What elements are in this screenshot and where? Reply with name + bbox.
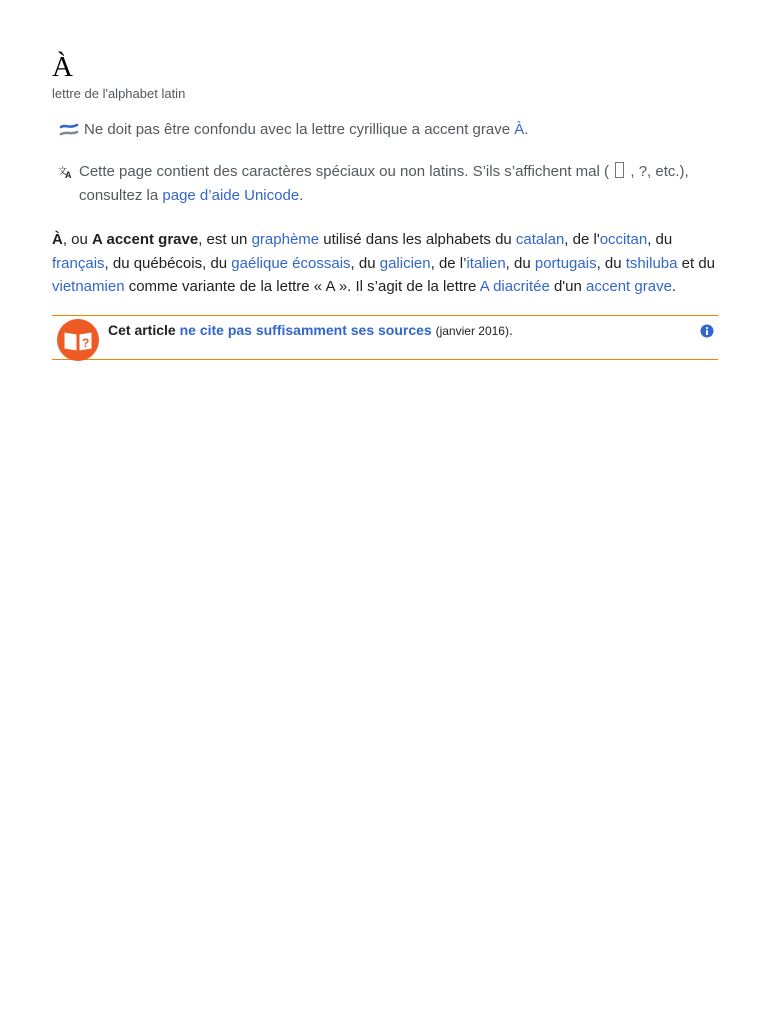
translate-icon (58, 160, 74, 184)
hatnote-confusion (58, 118, 528, 142)
link-vietnamien[interactable]: vietnamien (52, 278, 125, 296)
link-tshiluba[interactable]: tshiluba (625, 254, 678, 272)
lead-bold-name: A accent grave (92, 231, 199, 248)
link-italien[interactable]: italien (466, 254, 506, 272)
book-question-icon (56, 318, 100, 362)
disambiguation-icon (58, 118, 80, 142)
hatnote-unicode-text-mid: , ?, etc.), consultez la (79, 163, 689, 204)
lead-text: , du (350, 254, 380, 272)
missing-glyph-box (615, 162, 624, 178)
link-francais[interactable]: français (52, 254, 105, 272)
link-occitan[interactable]: occitan (599, 231, 648, 248)
hatnote-unicode-text-before: Cette page contient des caractères spéciaux ou non latins. S’ils s’affichent mal ( (79, 163, 614, 180)
svg-text:A: A (65, 170, 72, 179)
hatnote-confusion-end: . (524, 121, 529, 138)
lead-text: , du (505, 254, 535, 272)
link-gaelique-ecossais[interactable]: gaélique écossais (231, 254, 351, 272)
lead-text: , de l' (564, 231, 600, 248)
sources-warning-text (108, 321, 513, 340)
link-a-diacritee[interactable]: A diacritée (479, 278, 550, 296)
lead-text: , de l’ (430, 254, 467, 272)
lead-text: et du (677, 254, 715, 272)
lead-bold-letter: À (52, 231, 63, 248)
link-galicien[interactable]: galicien (379, 254, 431, 272)
lead-text: , est un (198, 231, 252, 248)
sources-warning-box (52, 315, 718, 360)
lead-text: , ou (62, 231, 93, 248)
svg-text:?: ? (82, 336, 90, 350)
lead-text: d'un (549, 278, 587, 296)
lead-text: utilisé dans les alphabets du (319, 231, 516, 248)
svg-text:文: 文 (58, 166, 68, 176)
info-icon[interactable] (700, 324, 714, 338)
warning-date: (janvier 2016) (435, 324, 509, 338)
hatnote-unicode (58, 160, 718, 208)
page-subtitle: lettre de l'alphabet latin (52, 86, 186, 101)
lead-paragraph (52, 228, 718, 299)
page-title: À (52, 51, 73, 83)
hatnote-unicode-end: . (299, 187, 304, 204)
lead-text: comme variante de la lettre « A ». Il s’agit de la lettre (124, 278, 480, 296)
lead-text: , du québécois, du (104, 254, 232, 272)
hatnote-confusion-text: Ne doit pas être confondu avec la lettre cyrillique a accent grave (84, 121, 515, 138)
lead-text: . (671, 278, 677, 296)
link-portugais[interactable]: portugais (534, 254, 597, 272)
link-grapheme[interactable]: graphème (251, 231, 320, 248)
unicode-help-link[interactable]: page d’aide Unicode (162, 187, 300, 204)
lead-text: , du (647, 231, 673, 248)
link-catalan[interactable]: catalan (515, 231, 565, 248)
warning-end: . (508, 322, 513, 338)
hatnote-confusion-link[interactable]: À (514, 121, 525, 138)
lead-text: , du (596, 254, 626, 272)
link-accent-grave[interactable]: accent grave (586, 278, 672, 296)
warning-bold-label: Cet article (108, 322, 176, 338)
warning-sources-link[interactable]: ne cite pas suffisamment ses sources (179, 322, 432, 338)
